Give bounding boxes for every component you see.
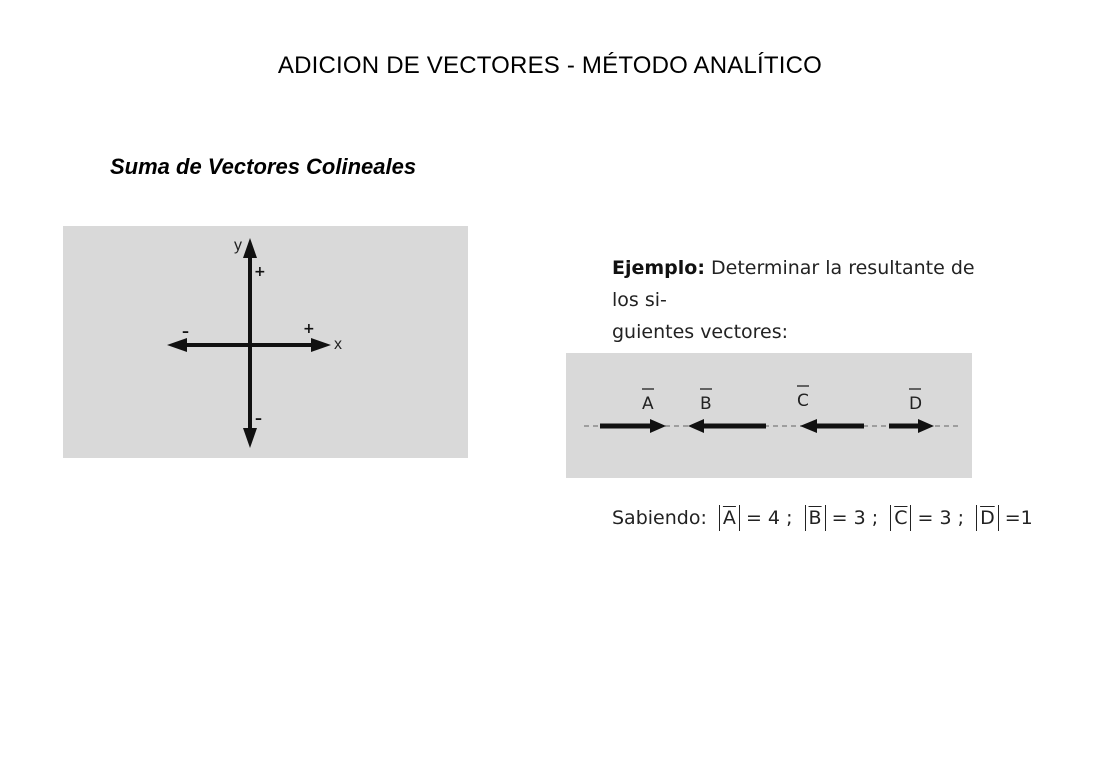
page-title: ADICION DE VECTORES - MÉTODO ANALÍTICO — [277, 52, 823, 79]
axes-diagram — [63, 226, 468, 458]
vector-d-label: D — [909, 394, 923, 414]
y-axis-arrow-up — [243, 238, 257, 258]
vector-a-label: A — [642, 394, 654, 414]
example-text: Determinar la resultante de los si- — [612, 257, 975, 311]
magnitude-b-symbol: $\overline{B}$ — [808, 507, 822, 529]
vector-c-head — [800, 419, 817, 433]
magnitude-a — [719, 505, 740, 531]
separator: ; — [871, 507, 879, 529]
magnitude-d-value: =1 — [1004, 507, 1033, 529]
magnitude-a-value: = 4 — [745, 507, 781, 529]
example-text-line2: guientes vectores: — [612, 321, 789, 343]
magnitude-b — [805, 505, 826, 531]
vector-d-head — [918, 419, 934, 433]
x-positive-sign: + — [303, 321, 315, 337]
magnitude-a-symbol: $\overline{A}$ — [722, 507, 736, 529]
axes-figure — [63, 226, 468, 458]
y-negative-sign: – — [255, 411, 262, 427]
vectors-diagram — [566, 353, 972, 478]
example-prefix: Ejemplo: — [612, 257, 705, 279]
y-axis-arrow-down — [243, 428, 257, 448]
vector-b-head — [688, 419, 704, 433]
y-positive-sign: + — [254, 264, 266, 280]
separator: ; — [957, 507, 965, 529]
separator: ; — [786, 507, 793, 529]
magnitude-c-symbol: $\overline{C}$ — [894, 507, 908, 529]
y-axis-label: y — [234, 237, 242, 254]
magnitude-b-value: = 3 — [831, 507, 866, 529]
vectors-figure — [566, 353, 972, 478]
x-axis-label: x — [334, 336, 342, 353]
vector-b-label: B — [700, 394, 712, 414]
given-label: Sabiendo: — [612, 507, 707, 529]
given-magnitudes — [612, 505, 1033, 531]
x-axis-arrow-left — [167, 338, 187, 352]
vector-c-label: C — [797, 391, 809, 411]
section-subtitle: Suma de Vectores Colineales — [110, 154, 417, 179]
vector-a-head — [650, 419, 666, 433]
x-negative-sign: – — [182, 324, 189, 340]
x-axis-arrow-right — [311, 338, 331, 352]
example-statement — [612, 252, 992, 348]
magnitude-c-value: = 3 — [917, 507, 952, 529]
magnitude-c — [890, 505, 911, 531]
magnitude-d-symbol: $\overline{D}$ — [980, 507, 995, 529]
magnitude-d — [976, 505, 999, 531]
